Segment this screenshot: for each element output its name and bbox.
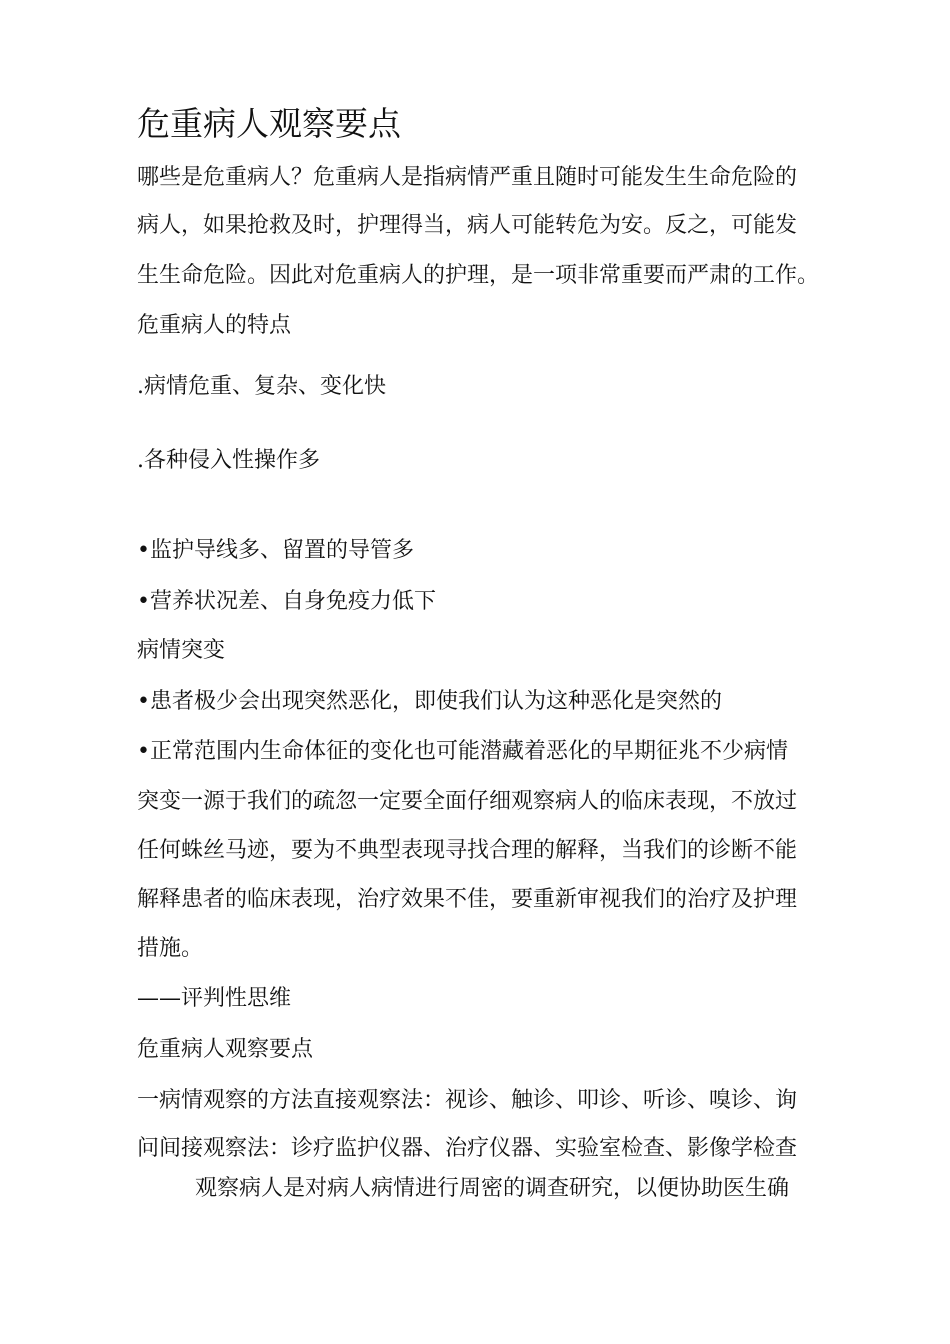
list-item: .病情危重、复杂、变化快	[137, 374, 386, 399]
paragraph-line: 任何蛛丝马迹，要为不典型表现寻找合理的解释，当我们的诊断不能	[137, 838, 798, 863]
bullet-item: •监护导线多、留置的导管多	[137, 538, 414, 563]
quote-line: ——评判性思维	[137, 986, 292, 1011]
paragraph-line: 哪些是危重病人？危重病人是指病情严重且随时可能发生生命危险的	[137, 165, 798, 190]
paragraph-line: 观察病人是对病人病情进行周密的调查研究，以便协助医生确	[195, 1176, 790, 1201]
bullet-item: •正常范围内生命体征的变化也可能潜藏着恶化的早期征兆不少病情	[137, 739, 788, 764]
paragraph-line: 问间接观察法：诊疗监护仪器、治疗仪器、实验室检查、影像学检查	[137, 1136, 798, 1161]
list-item: .各种侵入性操作多	[137, 448, 320, 473]
section-heading: 危重病人的特点	[137, 313, 292, 338]
paragraph-line: 措施。	[137, 936, 204, 961]
paragraph-line: 一病情观察的方法直接观察法：视诊、触诊、叩诊、听诊、嗅诊、询	[137, 1088, 798, 1113]
bullet-item: •患者极少会出现突然恶化，即使我们认为这种恶化是突然的	[137, 689, 722, 714]
section-heading: 病情突变	[137, 638, 226, 663]
paragraph-line: 突变一源于我们的疏忽一定要全面仔细观察病人的临床表现，不放过	[137, 789, 798, 814]
paragraph-line: 病人，如果抢救及时，护理得当，病人可能转危为安。反之，可能发	[137, 213, 798, 238]
page-title: 危重病人观察要点	[137, 104, 401, 143]
paragraph-line: 生生命危险。因此对危重病人的护理，是一项非常重要而严肃的工作。	[137, 263, 820, 288]
section-heading: 危重病人观察要点	[137, 1037, 314, 1062]
paragraph-line: 解释患者的临床表现，治疗效果不佳，要重新审视我们的治疗及护理	[137, 887, 798, 912]
bullet-item: •营养状况差、自身免疫力低下	[137, 589, 436, 614]
